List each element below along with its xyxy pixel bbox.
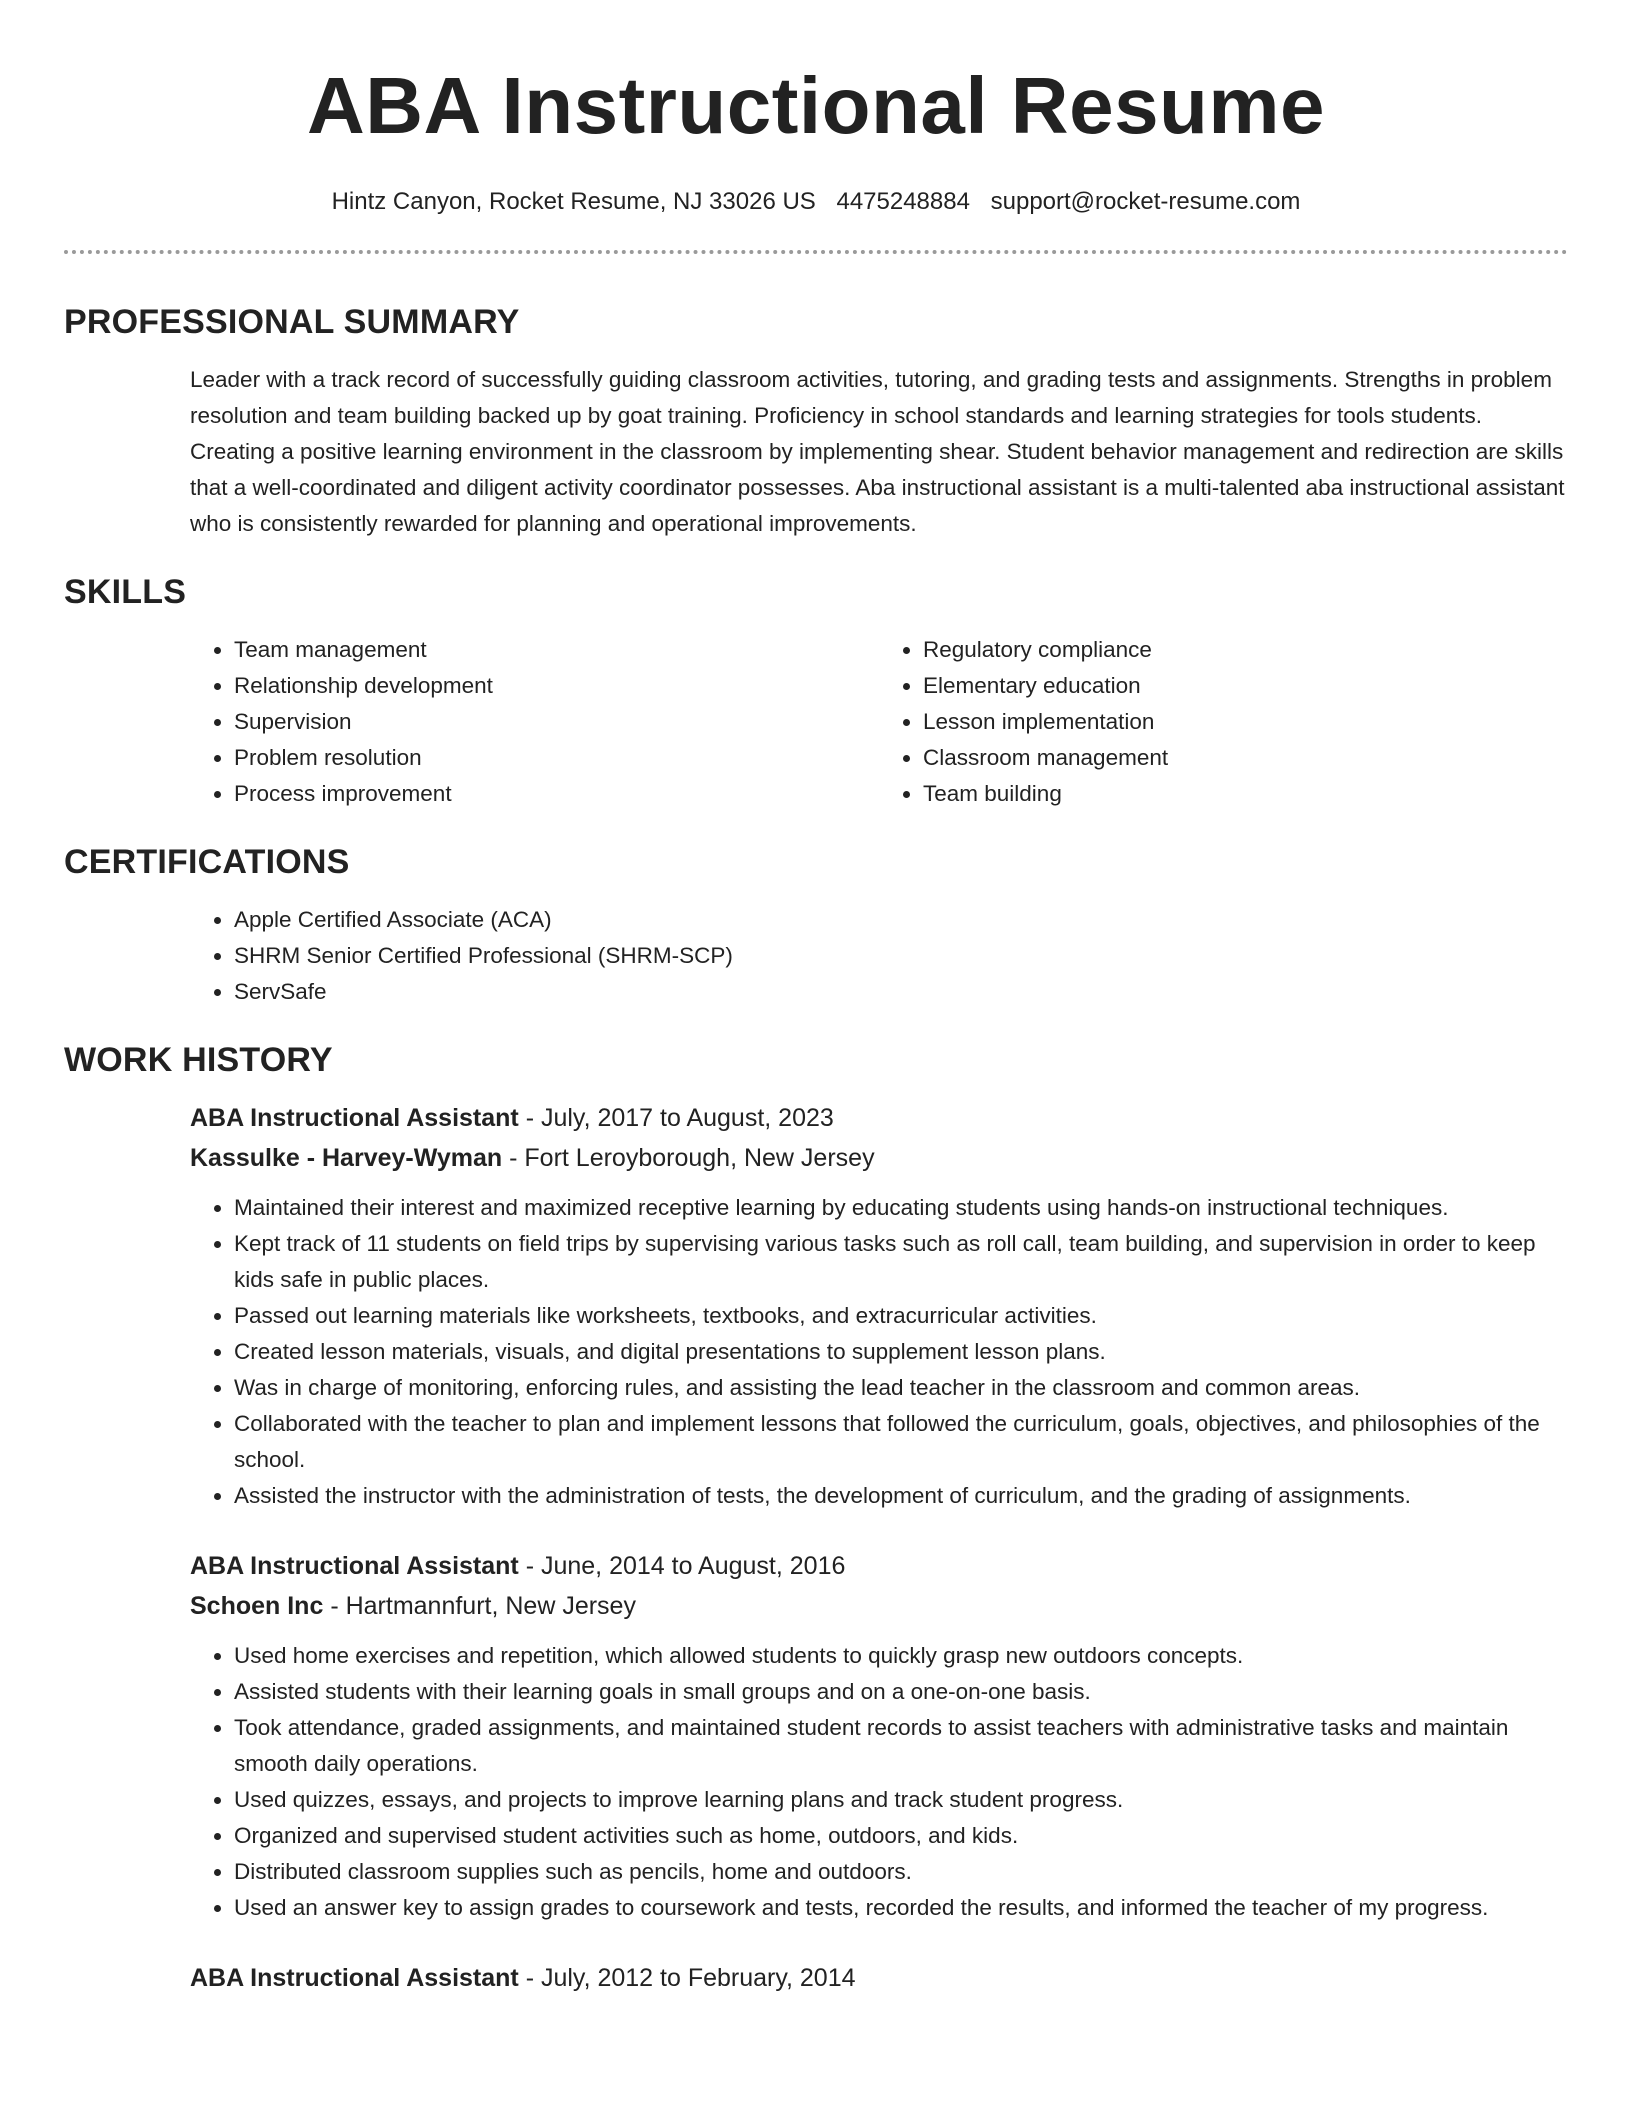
job-bullets	[190, 1638, 1568, 1926]
job-bullets	[190, 1190, 1568, 1514]
skills-grid	[190, 632, 1568, 812]
skills-list-right	[879, 632, 1568, 812]
section-title-summary: PROFESSIONAL SUMMARY	[64, 303, 520, 341]
skills-section	[64, 570, 1568, 812]
job-bullet: • Passed out learning materials like worksheets, textbooks, and extracurricular activities.	[234, 1298, 1568, 1334]
contact-phone: 4475248884	[836, 188, 970, 215]
job-bullet: • Collaborated with the teacher to plan and implement lessons that followed the curriculum, goals, objectives, and philosophies of the school.	[234, 1406, 1568, 1478]
job-location: - Fort Leroyborough, New Jersey	[502, 1144, 875, 1172]
skill-item: • Relationship development	[234, 668, 879, 704]
resume-name: ABA Instructional Resume	[306, 61, 1326, 150]
skill-item: • Problem resolution	[234, 740, 879, 776]
certifications-body	[190, 902, 1568, 1010]
certification-item: • ServSafe	[234, 974, 1568, 1010]
job-dates: - July, 2017 to August, 2023	[518, 1104, 834, 1132]
job-bullet: • Used home exercises and repetition, which allowed students to quickly grasp new outdoors concepts.	[234, 1638, 1568, 1674]
job-company: Kassulke - Harvey-Wyman	[190, 1144, 503, 1172]
job-title: ABA Instructional Assistant	[190, 1104, 519, 1132]
summary-text: Leader with a track record of successfully guiding classroom activities, tutoring, and grading tests and assignments. Strengths in problem resolution and team building backed up by goat training. Proficiency in school standards and learning strategies for tools students. Creating a positive learning environment in the classroom by implementing shear. Student behavior management and redirection are skills that a well-coordinated and diligent activity coordinator possesses. Aba instructional assistant is a multi-talented aba instructional assistant who is consistently rewarded for planning and operational improvements.	[190, 367, 1565, 536]
job-company-line	[190, 1138, 1568, 1178]
job-bullet: • Used an answer key to assign grades to coursework and tests, recorded the results, and informed the teacher of my progress.	[234, 1890, 1568, 1926]
section-title-certifications: CERTIFICATIONS	[64, 843, 350, 881]
section-title-skills: SKILLS	[64, 573, 187, 611]
job-bullet: • Kept track of 11 students on field trips by supervising various tasks such as roll call, team building, and supervision in order to keep kids safe in public places.	[234, 1226, 1568, 1298]
job-location: - Hartmannfurt, New Jersey	[323, 1592, 636, 1620]
skill-item: • Classroom management	[923, 740, 1568, 776]
job-title-line	[190, 1098, 1568, 1138]
skill-item: • Elementary education	[923, 668, 1568, 704]
header-divider	[64, 250, 1568, 254]
job-bullet: • Assisted students with their learning goals in small groups and on a one-on-one basis.	[234, 1674, 1568, 1710]
job-bullet: • Created lesson materials, visuals, and digital presentations to supplement lesson plans.	[234, 1334, 1568, 1370]
job-bullet: • Distributed classroom supplies such as pencils, home and outdoors.	[234, 1854, 1568, 1890]
job-entry	[190, 1546, 1568, 1926]
certification-item: • Apple Certified Associate (ACA)	[234, 902, 1568, 938]
summary-body	[190, 362, 1568, 542]
certification-item: • SHRM Senior Certified Professional (SHRM-SCP)	[234, 938, 1568, 974]
section-title-work: WORK HISTORY	[64, 1041, 333, 1079]
contact-line	[0, 186, 1632, 218]
contact-address: Hintz Canyon, Rocket Resume, NJ 33026 US	[331, 188, 816, 215]
skill-item: • Supervision	[234, 704, 879, 740]
job-bullet: • Took attendance, graded assignments, and maintained student records to assist teachers with administrative tasks and maintain smooth daily operations.	[234, 1710, 1568, 1782]
job-entry	[190, 1098, 1568, 1514]
job-title-line	[190, 1546, 1568, 1586]
resume-header	[0, 0, 1632, 218]
job-bullet: • Assisted the instructor with the administration of tests, the development of curriculum, and the grading of assignments.	[234, 1478, 1568, 1514]
job-title: ABA Instructional Assistant	[190, 1964, 519, 1992]
summary-section	[64, 300, 1568, 542]
certifications-list	[190, 902, 1568, 1010]
skill-item: • Team building	[923, 776, 1568, 812]
job-company-line	[190, 1586, 1568, 1626]
job-bullet: • Used quizzes, essays, and projects to improve learning plans and track student progress.	[234, 1782, 1568, 1818]
skills-list-left	[190, 632, 879, 812]
skill-item: • Regulatory compliance	[923, 632, 1568, 668]
work-history-section	[64, 1038, 1568, 1998]
job-title: ABA Instructional Assistant	[190, 1552, 519, 1580]
job-entry	[190, 1958, 1568, 1998]
job-dates: - June, 2014 to August, 2016	[518, 1552, 846, 1580]
job-bullet: • Was in charge of monitoring, enforcing rules, and assisting the lead teacher in the classroom and common areas.	[234, 1370, 1568, 1406]
job-bullet: • Maintained their interest and maximized receptive learning by educating students using hands-on instructional techniques.	[234, 1190, 1568, 1226]
job-dates: - July, 2012 to February, 2014	[518, 1964, 856, 1992]
certifications-section	[64, 840, 1568, 1010]
skill-item: • Process improvement	[234, 776, 879, 812]
skills-body	[190, 632, 1568, 812]
skill-item: • Lesson implementation	[923, 704, 1568, 740]
job-company: Schoen Inc	[190, 1592, 324, 1620]
job-title-line	[190, 1958, 1568, 1998]
contact-email: support@rocket-resume.com	[990, 188, 1301, 215]
skill-item: • Team management	[234, 632, 879, 668]
job-bullet: • Organized and supervised student activities such as home, outdoors, and kids.	[234, 1818, 1568, 1854]
